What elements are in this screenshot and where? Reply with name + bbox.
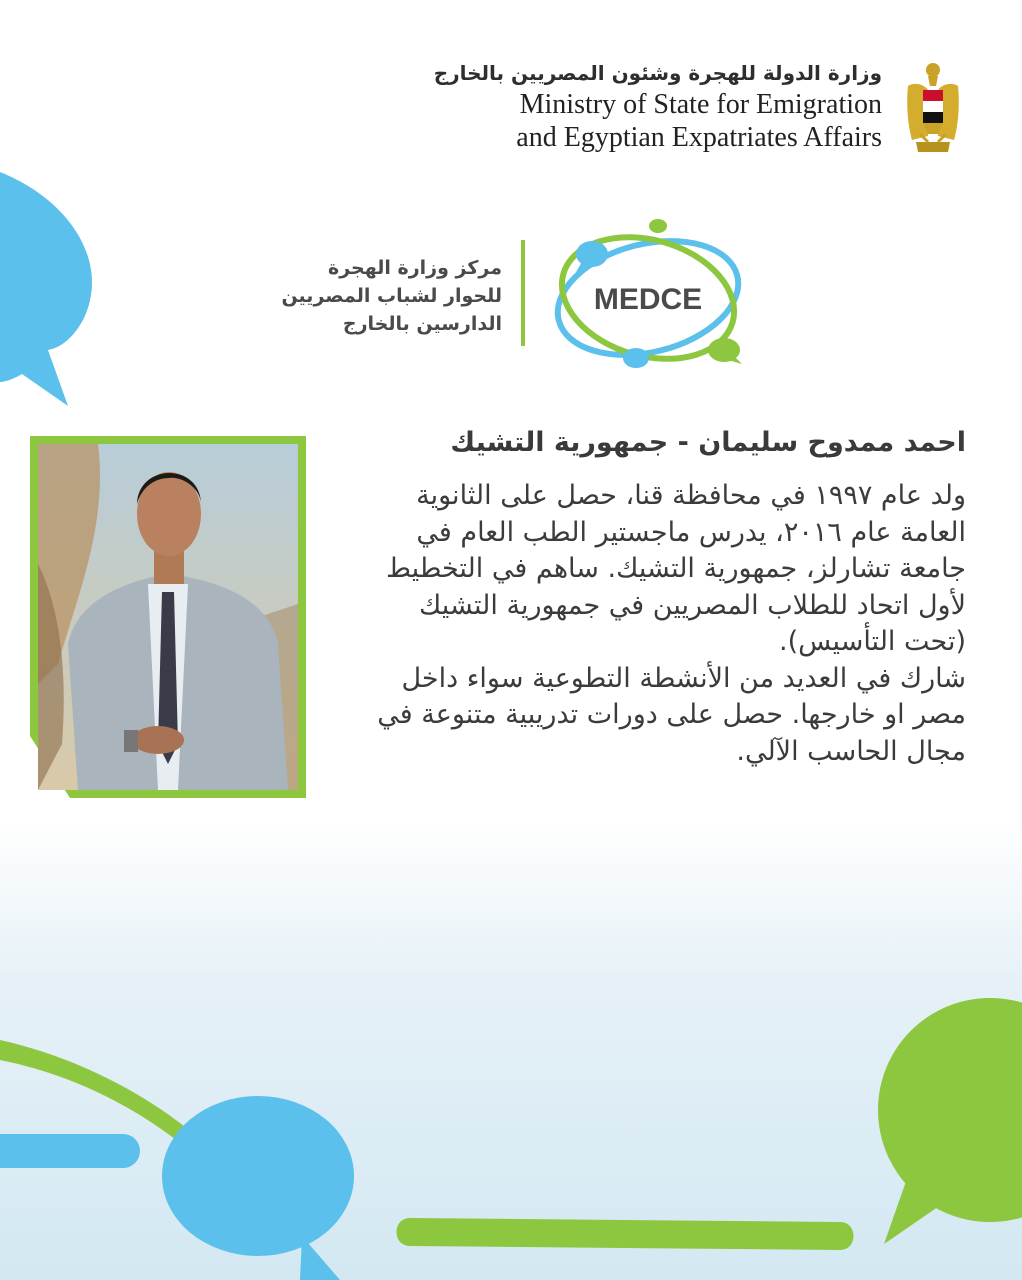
medce-logo-text: MEDCE bbox=[593, 283, 703, 316]
ministry-header bbox=[434, 58, 882, 154]
center-name-line1: مركز وزارة الهجرة bbox=[327, 257, 502, 279]
profile-photo bbox=[38, 444, 298, 790]
bio-paragraph-2: شارك في العديد من الأنشطة التطوعية سواء داخل مصر او خارجها. حصل على دورات تدريبية متنوعة في مجال الحاسب الآلي. bbox=[377, 662, 966, 767]
blue-bar bbox=[0, 1134, 140, 1168]
green-bar-bottom bbox=[397, 1218, 854, 1250]
blue-speech-bubble-bottom bbox=[162, 1096, 354, 1280]
profile-name-heading: احمد ممدوح سليمان - جمهورية التشيك bbox=[450, 427, 966, 458]
center-name-line2: للحوار لشباب المصريين bbox=[281, 285, 502, 307]
center-name bbox=[270, 254, 502, 338]
egypt-eagle-emblem-icon bbox=[904, 56, 962, 160]
green-speech-bubble-bottom-right bbox=[878, 998, 1022, 1244]
medce-logo bbox=[548, 214, 748, 374]
profile-bio bbox=[376, 478, 966, 770]
ministry-name-arabic: وزارة الدولة للهجرة وشئون المصريين بالخارج bbox=[433, 61, 882, 85]
ministry-name-english-line1: Ministry of State for Emigration bbox=[519, 89, 882, 120]
blue-speech-bubble-top-left bbox=[0, 172, 92, 406]
bio-paragraph-1: ولد عام ١٩٩٧ في محافظة قنا، حصل على الثانوية العامة عام ٢٠١٦، يدرس ماجستير الطب العام في جامعة تشارلز، جمهورية التشيك. ساهم في التخطيط لأول اتحاد للطلاب المصريين في جمهورية التشيك (تحت التأسيس). bbox=[386, 480, 966, 657]
center-name-line3: الدارسين بالخارج bbox=[342, 313, 502, 335]
ministry-name-english-line2: and Egyptian Expatriates Affairs bbox=[516, 122, 882, 153]
logo-divider bbox=[521, 240, 525, 346]
